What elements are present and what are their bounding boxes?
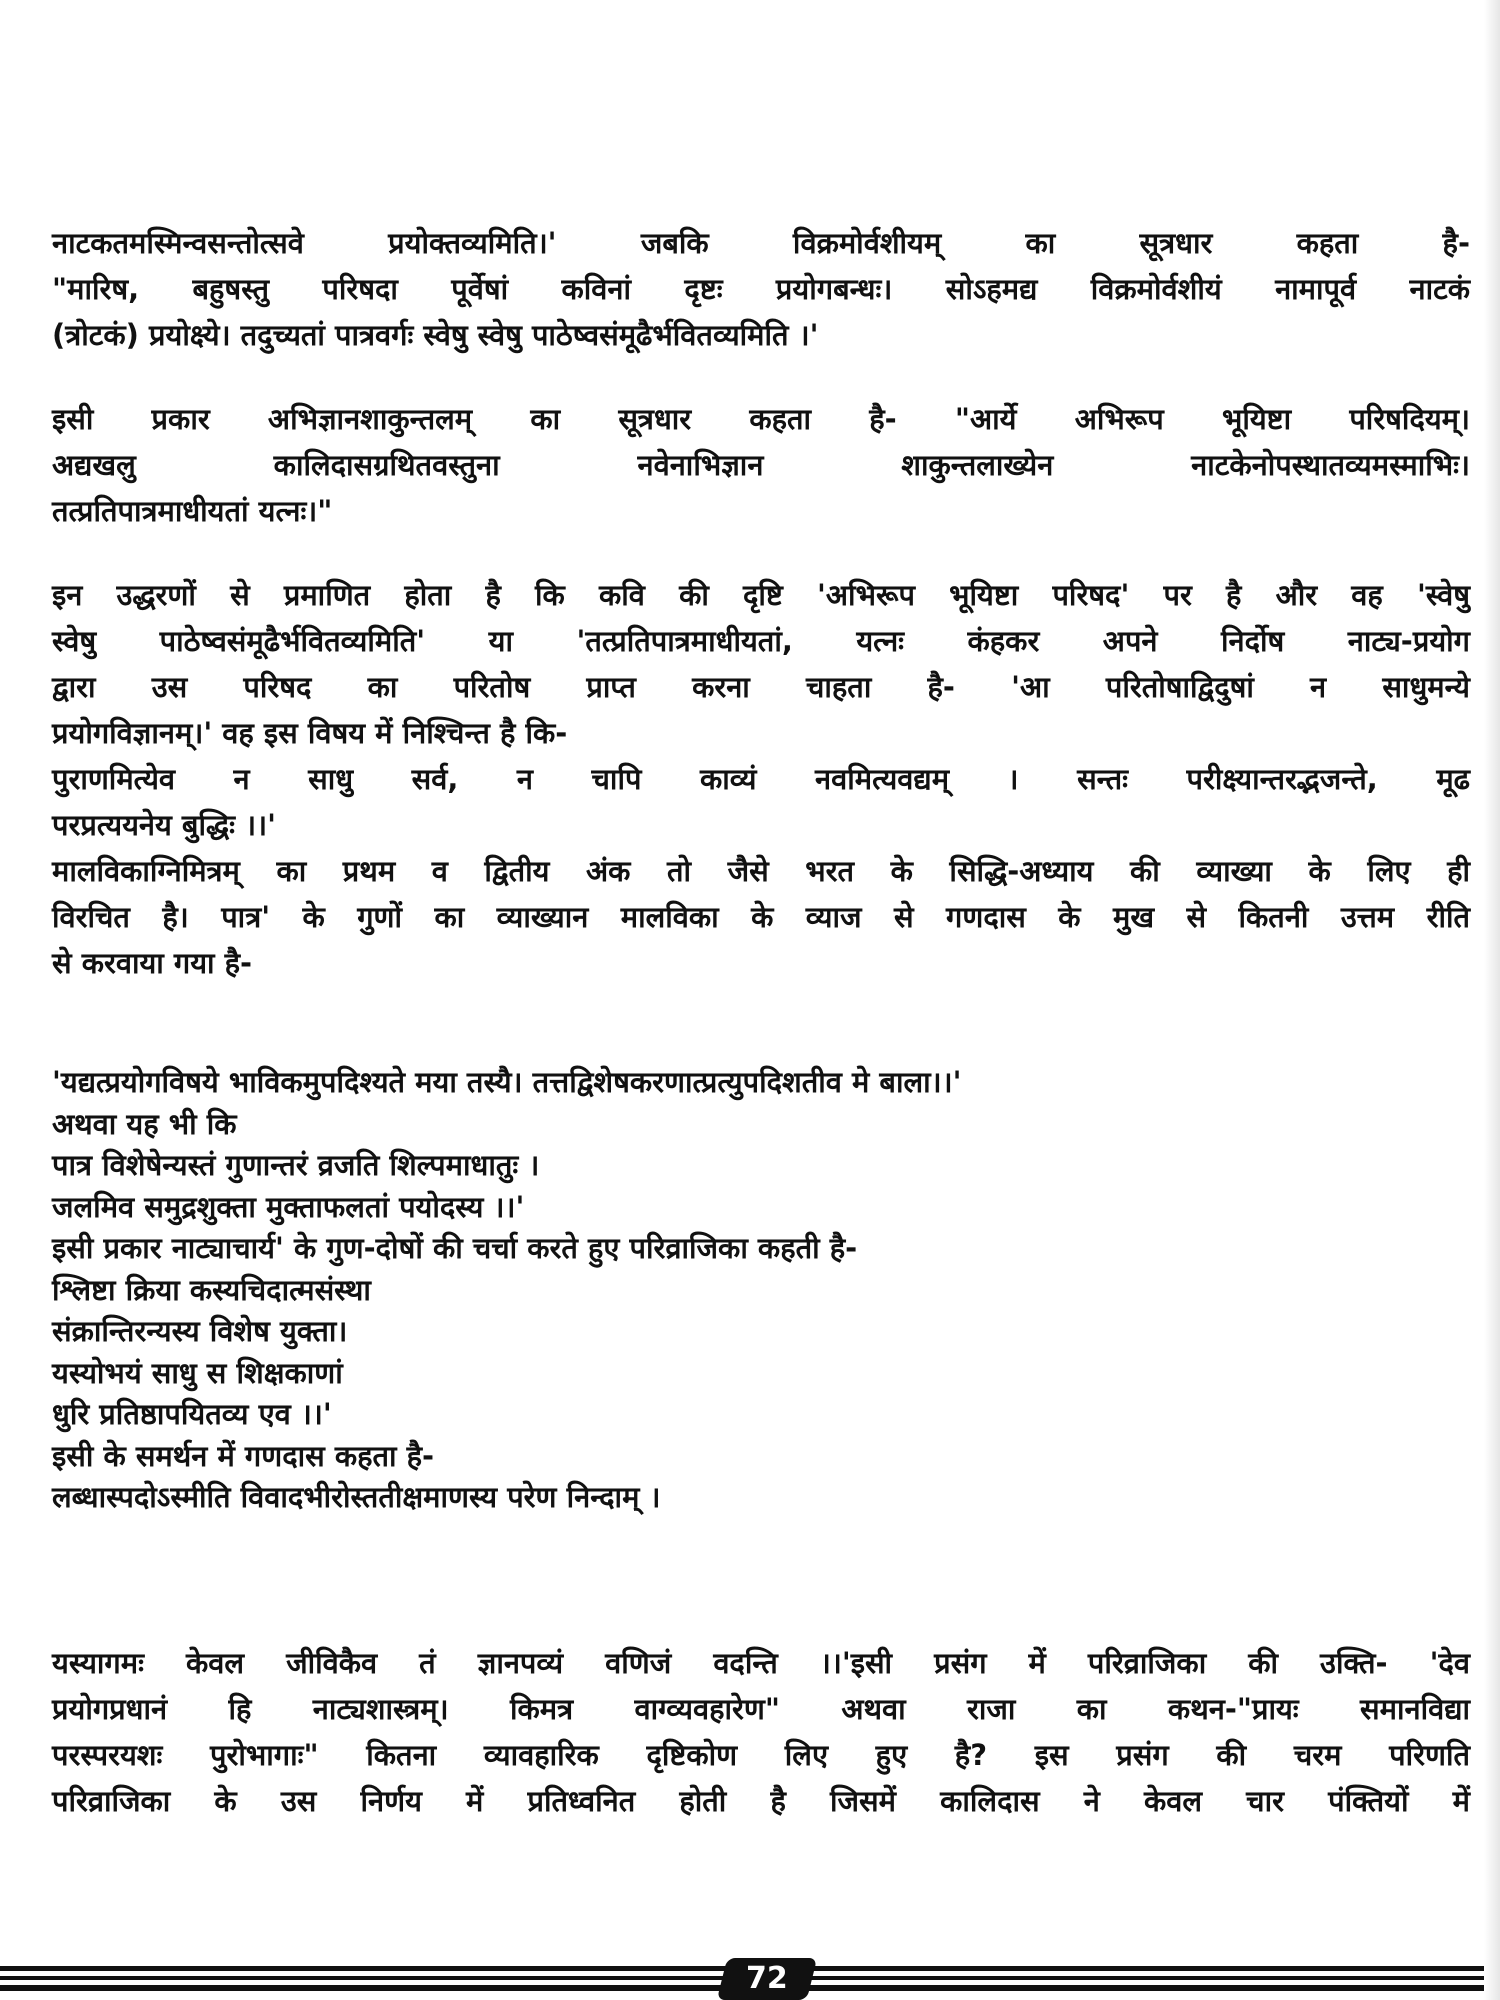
text-line: परप्रत्ययनेय बुद्धिः ।।' — [52, 808, 276, 842]
paragraph-5 — [52, 1640, 1470, 1824]
text-line: इन उद्धरणों से प्रमाणित होता है कि कवि की दृष्टि 'अभिरूप भूयिष्टा परिषद' पर है और वह 'स्वेषु — [52, 578, 1470, 612]
text-line: अद्यखलु कालिदासग्रथितवस्तुना नवेनाभिज्ञान शाकुन्तलाख्येन नाटकेनोपस्थातव्यमस्माभिः। — [52, 448, 1470, 482]
text-line: मालविकाग्निमित्रम् का प्रथम व द्वितीय अंक तो जैसे भरत के सिद्धि-अध्याय की व्याख्या के लिए ही — [52, 854, 1470, 888]
text-line: इसी प्रकार नाट्याचार्य' के गुण-दोषों की चर्चा करते हुए परिव्राजिका कहती है- — [52, 1231, 858, 1265]
text-line: श्लिष्टा क्रिया कस्यचिदात्मसंस्था — [52, 1272, 371, 1307]
page-edge-shadow — [1484, 0, 1500, 2000]
text-line: इसी प्रकार अभिज्ञानशाकुन्तलम् का सूत्रधार कहता है- "आर्ये अभिरूप भूयिष्टा परिषदियम्। — [52, 402, 1470, 436]
text-line: संक्रान्तिरन्यस्य विशेष युक्ता। — [52, 1314, 348, 1348]
text-line: इसी के समर्थन में गणदास कहता है- — [52, 1438, 435, 1473]
text-line: अथवा यह भी कि — [52, 1106, 237, 1141]
text-line: (त्रोटकं) प्रयोक्ष्ये। तदुच्यतां पात्रवर्गः स्वेषु स्वेषु पाठेष्वसंमूढैर्भवितव्यमिति ।' — [52, 318, 819, 352]
text-line: 'यद्यत्प्रयोगविषये भाविकमुपदिश्यते मया तस्यै। तत्तद्विशेषकरणात्प्रत्युपदिशतीव मे बाला।।' — [52, 1065, 962, 1099]
text-line: यस्यागमः केवल जीविकैव तं ज्ञानपव्यं वणिजं वदन्ति ।।'इसी प्रसंग में परिव्राजिका की उक्ति- 'देव — [52, 1646, 1470, 1680]
text-line: विरचित है। पात्र' के गुणों का व्याख्यान मालविका के व्याज से गणदास के मुख से कितनी उत्तम रीति — [52, 900, 1470, 934]
text-line: तत्प्रतिपात्रमाधीयतां यत्नः।" — [52, 494, 333, 528]
text-line: प्रयोगविज्ञानम्।' वह इस विषय में निश्चिन्त है कि- — [52, 716, 568, 750]
text-line: नाटकतमस्मिन्वसन्तोत्सवे प्रयोक्तव्यमिति।' जबकि विक्रमोर्वशीयम् का सूत्रधार कहता है- — [52, 226, 1470, 260]
text-line: प्रयोगप्रधानं हि नाट्यशास्त्रम्। किमत्र वाग्व्यवहारेण" अथवा राजा का कथन-"प्रायः समानविद्या — [52, 1692, 1470, 1726]
text-line: लब्धास्पदोऽस्मीति विवादभीरोस्ततीक्षमाणस्य परेण निन्दाम् । — [52, 1480, 661, 1514]
text-line: परिव्राजिका के उस निर्णय में प्रतिध्वनित होती है जिसमें कालिदास ने केवल चार पंक्तियों में — [52, 1784, 1470, 1818]
text-line: धुरि प्रतिष्ठापयितव्य एव ।।' — [52, 1397, 332, 1431]
text-line: पात्र विशेषेन्यस्तं गुणान्तरं व्रजति शिल्पमाधातुः । — [52, 1148, 540, 1182]
text-line: से करवाया गया है- — [52, 946, 253, 980]
paragraph-3 — [52, 572, 1470, 986]
text-line: जलमिव समुद्रशुक्ता मुक्ताफलतां पयोदस्य ।।' — [52, 1189, 525, 1224]
paragraph-1 — [52, 220, 1470, 358]
text-line: पुराणमित्येव न साधु सर्व, न चापि काव्यं नवमित्यवद्यम् । सन्तः परीक्ष्यान्तरद्भजन्ते, मूढ — [52, 762, 1470, 796]
paragraph-2 — [52, 396, 1470, 534]
page-number: 72 — [746, 1961, 788, 1996]
text-line: द्वारा उस परिषद का परितोष प्राप्त करना चाहता है- 'आ परितोषाद्विदुषां न साधुमन्ये — [52, 670, 1470, 704]
text-line: "मारिष, बहुषस्तु परिषदा पूर्वेषां कविनां दृष्टः प्रयोगबन्धः। सोऽहमद्य विक्रमोर्वशीयं नामापूर्व नाटकं — [52, 272, 1470, 306]
text-line: यस्योभयं साधु स शिक्षकाणां — [52, 1355, 343, 1390]
paragraph-4 — [52, 1062, 1470, 1519]
page-number-badge — [717, 1958, 817, 2000]
text-line: परस्परयशः पुरोभागाः" कितना व्यावहारिक दृष्टिकोण लिए हुए है? इस प्रसंग की चरम परिणति — [52, 1738, 1470, 1772]
text-line: स्वेषु पाठेष्वसंमूढैर्भवितव्यमिति' या 'तत्प्रतिपात्रमाधीयतां, यत्नः कंहकर अपने निर्दोष नाट्य-प्रयोग — [52, 624, 1470, 658]
